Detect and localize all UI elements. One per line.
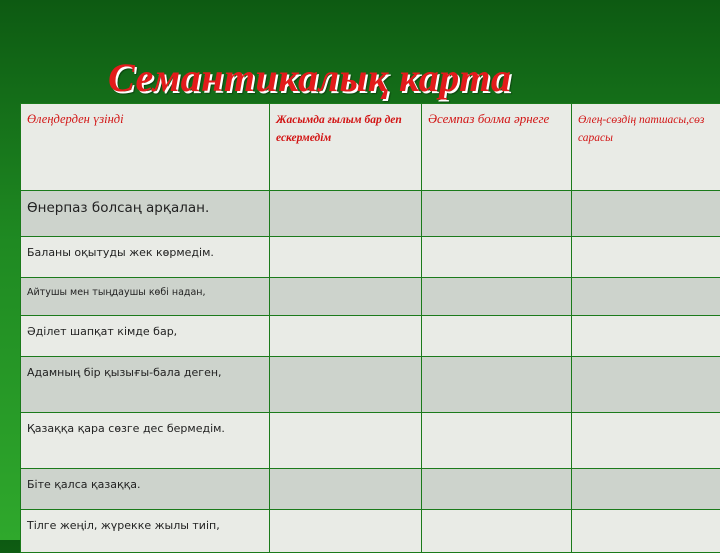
table-row <box>21 316 720 357</box>
slide-title: Семантикалық карта <box>108 54 511 102</box>
header-label: Өлеңдерден үзінді <box>27 112 124 126</box>
table-cell <box>422 237 572 278</box>
semantic-map-table <box>20 103 720 553</box>
row-label: Баланы оқытуды жек көрмедім. <box>27 237 263 259</box>
row-label-cell <box>21 316 270 357</box>
table-cell <box>572 278 720 316</box>
table-row <box>21 469 720 510</box>
row-label-cell <box>21 191 270 237</box>
table-cell <box>422 357 572 413</box>
row-label-cell <box>21 413 270 469</box>
row-label: Әділет шапқат кімде бар, <box>27 316 263 338</box>
table-cell <box>422 510 572 553</box>
table-cell <box>572 191 720 237</box>
table-row <box>21 510 720 553</box>
table-cell <box>270 237 422 278</box>
table-cell <box>270 510 422 553</box>
header-label: Өлең-сөздің патшасы,сөз сарасы <box>578 114 704 144</box>
row-label: Өнерпаз болсаң арқалан. <box>27 191 263 216</box>
table-row <box>21 413 720 469</box>
row-label-cell <box>21 510 270 553</box>
table-row <box>21 278 720 316</box>
row-label-cell <box>21 357 270 413</box>
row-label-cell <box>21 469 270 510</box>
table-cell <box>422 191 572 237</box>
table-cell <box>572 237 720 278</box>
table-cell <box>572 413 720 469</box>
table-cell <box>572 469 720 510</box>
row-label-cell <box>21 278 270 316</box>
table-cell <box>270 469 422 510</box>
header-cell <box>422 104 572 191</box>
row-label: Айтушы мен тыңдаушы көбі надан, <box>27 278 263 298</box>
table-cell <box>270 357 422 413</box>
header-label: Жасымда ғылым бар деп ескермедім <box>276 114 402 144</box>
table-row <box>21 357 720 413</box>
table-row <box>21 191 720 237</box>
table-cell <box>270 191 422 237</box>
header-cell <box>270 104 422 191</box>
table-cell <box>270 278 422 316</box>
row-label: Адамның бір қызығы-бала деген, <box>27 357 263 379</box>
table-cell <box>270 413 422 469</box>
table-cell <box>422 469 572 510</box>
table-header-row <box>21 104 720 191</box>
table-cell <box>270 316 422 357</box>
table-cell <box>422 413 572 469</box>
table-cell <box>572 510 720 553</box>
table-cell <box>572 357 720 413</box>
table-cell <box>422 316 572 357</box>
header-cell <box>21 104 270 191</box>
header-label: Әсемпаз болма әрнеге <box>428 109 549 126</box>
row-label-cell <box>21 237 270 278</box>
table-row <box>21 237 720 278</box>
row-label: Тілге жеңіл, жүрекке жылы тиіп, <box>27 510 263 532</box>
row-label: Қазаққа қара сөзге дес бермедім. <box>27 413 263 435</box>
table-cell <box>422 278 572 316</box>
header-cell <box>572 104 720 191</box>
table-cell <box>572 316 720 357</box>
row-label: Біте қалса қазаққа. <box>27 469 263 491</box>
